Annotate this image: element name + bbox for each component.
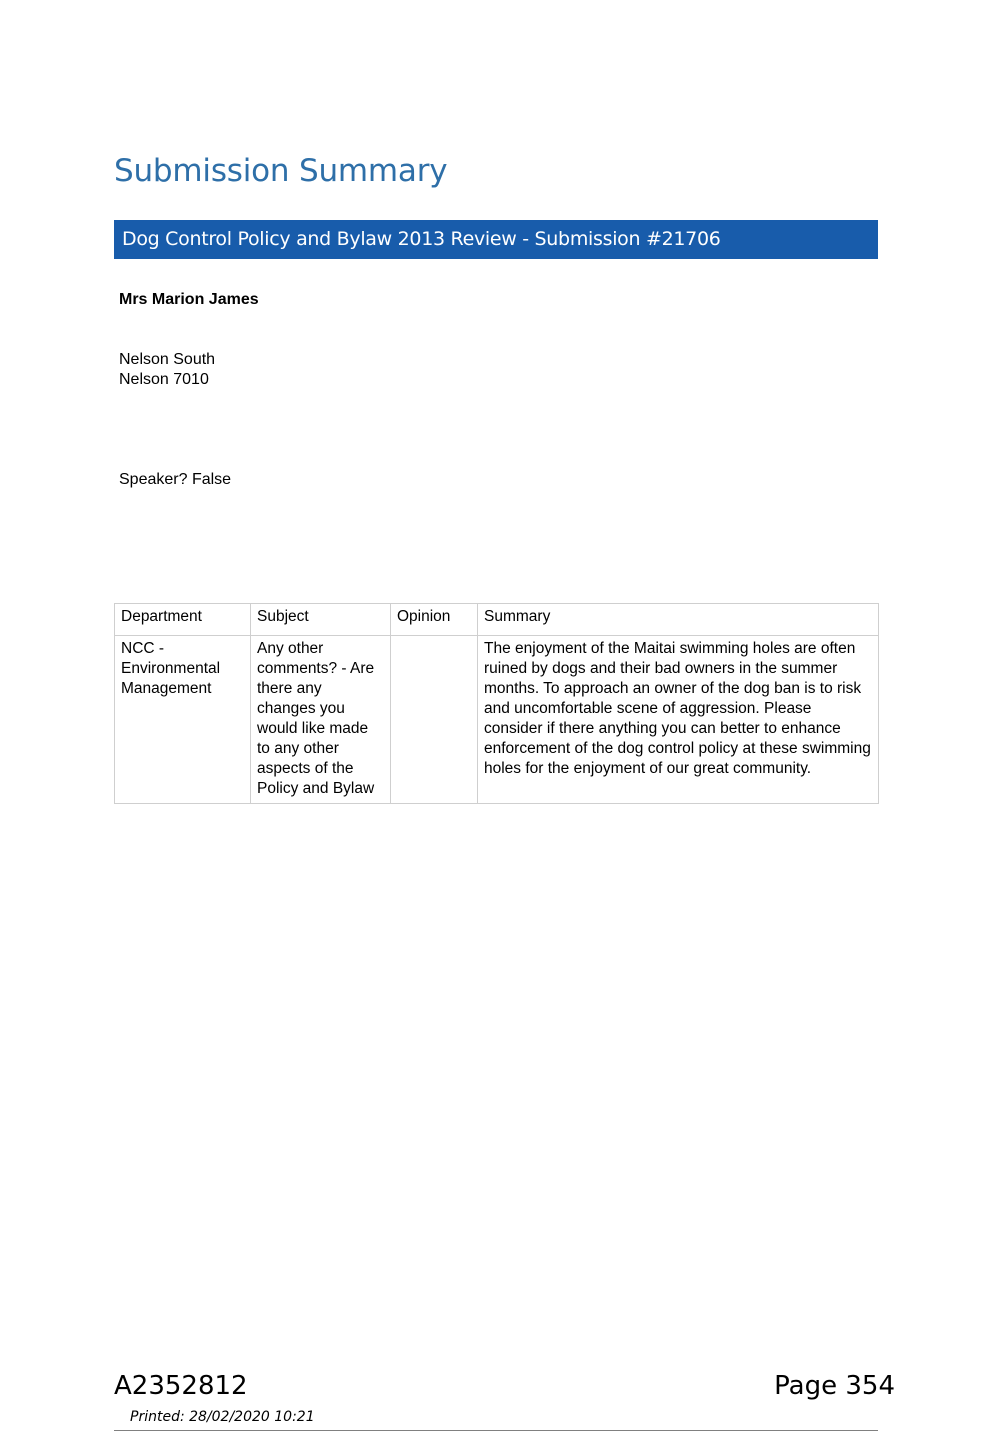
footer-printed-timestamp: Printed: 28/02/2020 10:21 — [130, 1409, 315, 1425]
footer-divider — [114, 1430, 878, 1431]
submitter-name: Mrs Marion James — [119, 291, 259, 308]
footer-page-number: Page 354 — [774, 1371, 895, 1401]
table-header-row — [115, 604, 879, 636]
cell-opinion — [391, 636, 478, 804]
page-footer — [0, 1370, 1005, 1432]
address-line-1: Nelson South — [119, 351, 216, 368]
table-header-opinion: Opinion — [391, 604, 478, 636]
address-line-2: Nelson 7010 — [119, 371, 209, 388]
page-title: Submission Summary — [114, 153, 448, 189]
submission-table — [114, 603, 879, 804]
submission-banner-text: Dog Control Policy and Bylaw 2013 Review - Submission #21706 — [122, 228, 721, 250]
cell-department: NCC - Environmental Management — [115, 636, 251, 804]
footer-document-reference: A2352812 — [114, 1371, 248, 1401]
cell-subject: Any other comments? - Are there any changes you would like made to any other aspects of the Policy and Bylaw — [251, 636, 391, 804]
table-header-summary: Summary — [478, 604, 879, 636]
table-header-department: Department — [115, 604, 251, 636]
table-row — [115, 636, 879, 804]
speaker-status: Speaker? False — [119, 471, 232, 488]
submission-banner — [114, 220, 878, 259]
table-header-subject: Subject — [251, 604, 391, 636]
cell-summary: The enjoyment of the Maitai swimming holes are often ruined by dogs and their bad owners in the summer months. To approach an owner of the dog ban is to risk and uncomfortable scene of aggression. Please consider if there anything you can better to enhance enforcement of the dog control policy at these swimming holes for the enjoyment of our great community. — [478, 636, 879, 804]
submitter-address — [119, 350, 215, 390]
